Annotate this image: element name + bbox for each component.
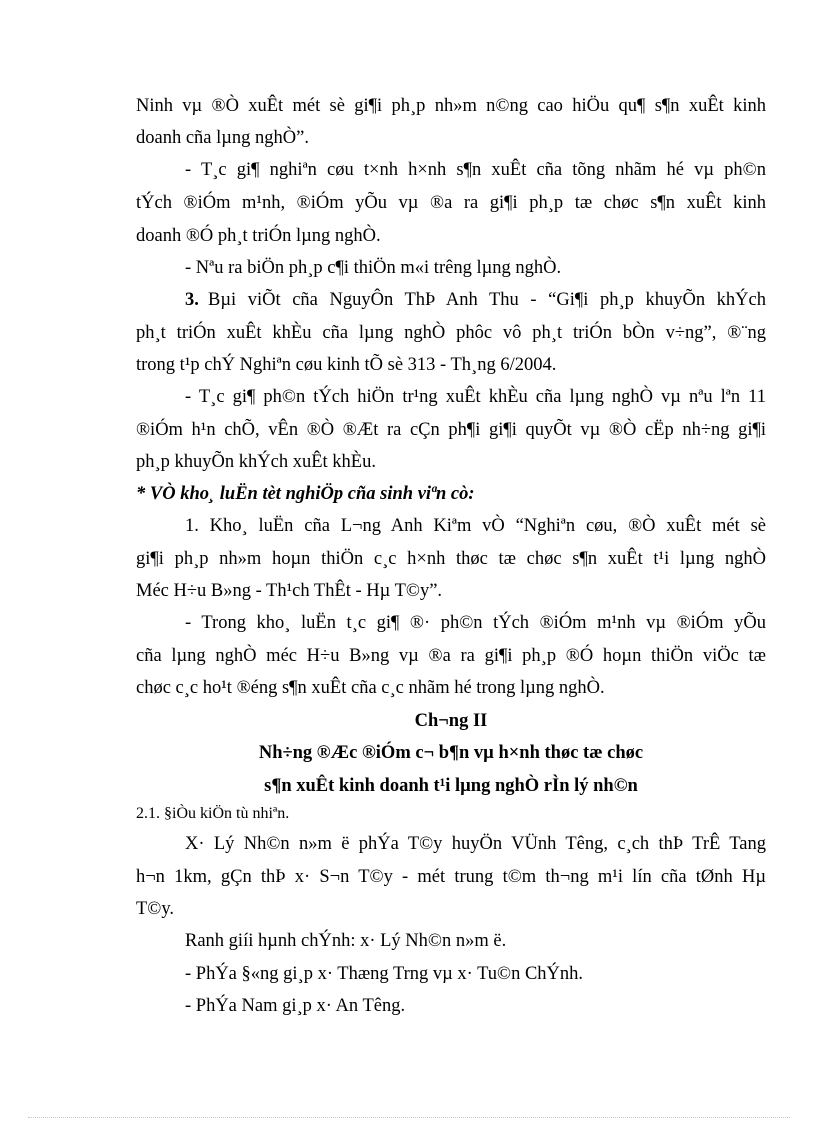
paragraph-line: - PhÝa Nam gi¸p x· An Têng. <box>185 996 406 1016</box>
paragraph-line: ®iÓm h¹n chÕ, vÊn ®Ò ®Æt ra cÇn ph¶i gi¶i quyÕt vµ ®Ò cËp nh÷ng gi¶i <box>136 420 766 440</box>
chapter-heading: Ch¬ng II <box>414 711 488 731</box>
subsection-heading: 2.1. §iÒu kiÖn tù nhiªn. <box>136 805 290 822</box>
paragraph-line: - T¸c gi¶ nghiªn cøu t×nh h×nh s¶n xuÊt cña tõng nhãm hé vµ ph©n <box>185 160 766 180</box>
paragraph-line: ph¸p khuyÕn khÝch xuÊt khÈu. <box>136 452 376 472</box>
paragraph-line: doanh ®Ó ph¸t triÓn lµng nghÒ. <box>136 226 381 246</box>
paragraph-line: T©y. <box>136 899 175 919</box>
paragraph-line: Ranh giíi hµnh chÝnh: x· Lý Nh©n n»m ë. <box>185 931 507 951</box>
chapter-title-line: Nh÷ng ®Æc ®iÓm c¬ b¶n vµ h×nh thøc tæ chøc <box>258 743 644 763</box>
list-item-number: 3. <box>185 290 199 310</box>
paragraph-line: gi¶i ph¸p nh»m hoµn thiÖn c¸c h×nh thøc tæ chøc s¶n xuÊt t¹i lµng nghÒ <box>136 549 766 569</box>
page-bottom-rule <box>28 1117 790 1118</box>
paragraph-line: 1. Kho¸ luËn cña L¬ng Anh Kiªm vÒ “Nghiªn cøu, ®Ò xuÊt mét sè <box>185 516 766 536</box>
paragraph-line: Bµi viÕt cña NguyÔn ThÞ Anh Thu - “Gi¶i ph¸p khuyÕn khÝch <box>208 290 766 310</box>
section-heading: * VÒ kho¸ luËn tèt nghiÖp cña sinh viªn cò: <box>136 484 475 504</box>
paragraph-line: cña lµng nghÒ méc H÷u B»ng vµ ®a ra gi¶i ph¸p ®Ó hoµn thiÖn viÖc tæ <box>136 646 766 666</box>
paragraph-line: chøc c¸c ho¹t ®éng s¶n xuÊt cña c¸c nhãm hé trong lµng nghÒ. <box>136 678 605 698</box>
paragraph-line: Ninh vµ ®Ò xuÊt mét sè gi¶i ph¸p nh»m n©ng cao hiÖu qu¶ s¶n xuÊt kinh <box>136 96 766 116</box>
paragraph-line: X· Lý Nh©n n»m ë phÝa T©y huyÖn VÜnh Têng, c¸ch thÞ TrÊ Tang <box>185 834 766 854</box>
paragraph-line: - T¸c gi¶ ph©n tÝch hiÖn tr¹ng xuÊt khÈu cña lµng nghÒ vµ nªu lªn 11 <box>185 387 766 407</box>
paragraph-line: doanh cña lµng nghÒ”. <box>136 128 310 148</box>
paragraph-line: - Nªu ra biÖn ph¸p c¶i thiÖn m«i trêng lµng nghÒ. <box>185 258 562 278</box>
paragraph-line: Méc H÷u B»ng - Th¹ch ThÊt - Hµ T©y”. <box>136 581 443 601</box>
paragraph-line: ph¸t triÓn xuÊt khÈu cña lµng nghÒ phôc vô ph¸t triÓn bÒn v÷ng”, ®¨ng <box>136 323 766 343</box>
paragraph-line: - Trong kho¸ luËn t¸c gi¶ ®· ph©n tÝch ®iÓm m¹nh vµ ®iÓm yÕu <box>185 613 766 633</box>
chapter-title-line: s¶n xuÊt kinh doanh t¹i lµng nghÒ rÌn lý nh©n <box>264 776 638 796</box>
paragraph-line: trong t¹p chÝ Nghiªn cøu kinh tÕ sè 313 - Th¸ng 6/2004. <box>136 355 557 375</box>
paragraph-line: - PhÝa §«ng gi¸p x· Thæng Trng vµ x· Tu©n ChÝnh. <box>185 964 584 984</box>
paragraph-line: h¬n 1km, gÇn thÞ x· S¬n T©y - mét trung t©m th¬ng m¹i lín cña tØnh Hµ <box>136 867 766 887</box>
paragraph-line: tÝch ®iÓm m¹nh, ®iÓm yÕu vµ ®a ra gi¶i ph¸p tæ chøc s¶n xuÊt kinh <box>136 193 766 213</box>
